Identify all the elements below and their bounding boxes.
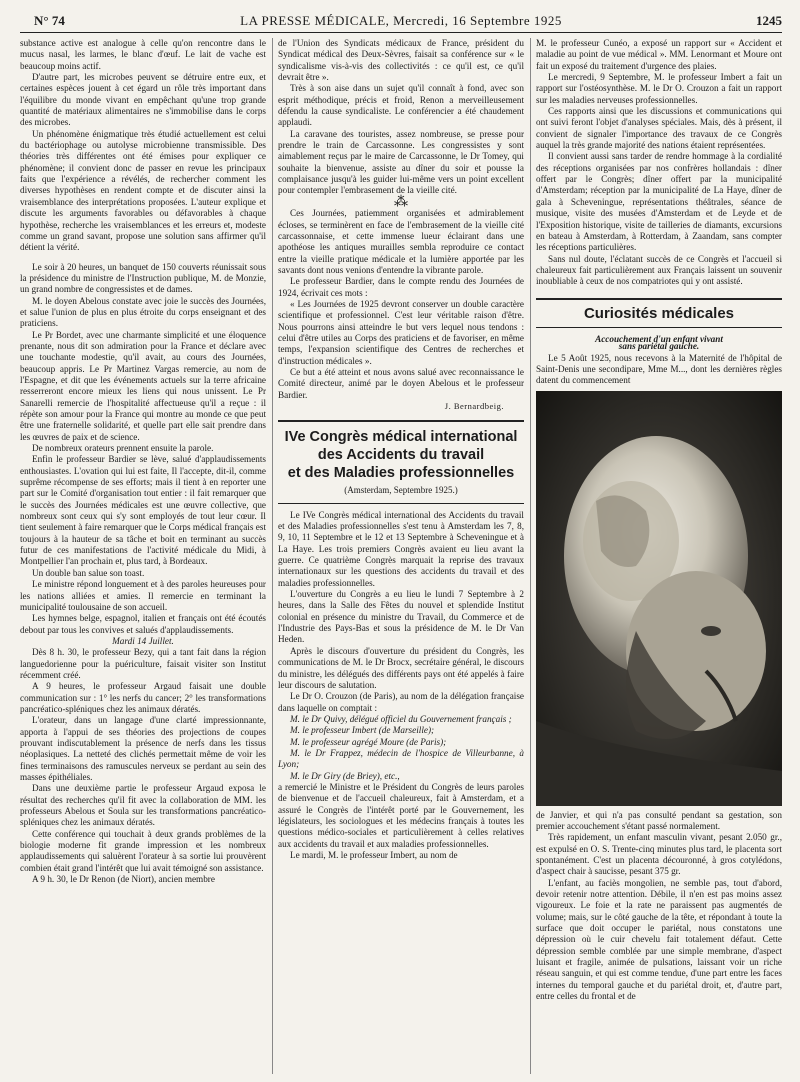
paragraph: Enfin le professeur Bardier se lève, salué d'applaudissements enthousiastes. L'ovation qui lui est faite, Il l'accepte, dit-il, comme suprême récompense de ses efforts; mais il tient à en reporter une part sur le Comité d'organisation tout entier : il fait remarquer que le succès des Journées médicales est une œuvre collective, que nombreux sont ceux qui s'y sont employés de tout leur cœur. Il tient seulement à faire remarquer que le Corps médical français est toujours à la hauteur de sa tâche et boit en terminant au succès futur de ces manifestations de l'activité médicale du Midi, à Montpellier l'an prochain et, plus tard, à Bordeaux. [20, 454, 266, 567]
paragraph: Un double ban salue son toast. [32, 567, 145, 578]
paragraph: A 9 h. 30, le Dr Renon (de Niort), ancien membre [32, 874, 215, 885]
article-subtitle: sans pariétal gauche. [618, 341, 700, 352]
paragraph: La caravane des touristes, assez nombreuse, se presse pour prendre le train de Carcassonne. Les congressistes y sont aimablement reçus par le maire de Carcassonne, le Dr Tomey, qui souhaite la bienvenue, assiste au dîner du soir et pousse la complaisance jusqu'à les guider lui-même vers un point excellent pour contempler l'embrasement de la vieille cité. [278, 128, 524, 196]
section-separator: ⁂ [394, 194, 408, 210]
delegate-line: M. le Dr Frappez, médecin de l'hospice de Villeurbanne, à Lyon; [278, 747, 524, 770]
paragraph: L'ouverture du Congrès a eu lieu le lundi 7 Septembre à 2 heures, dans la Salle des Fêtes du nouvel et splendide Institut colonial en présence du ministre du Travail, du Commerce et de l'Industrie des Pays-Bas et sous la présidence de M. le Dr Van Heden. [278, 589, 524, 645]
author-signature: J. Bernardbeig. [444, 401, 504, 411]
paragraph: a remercié le Ministre et le Président du Congrès de leurs paroles de bienvenue et de l'accueil chaleureux, fait à Amsterdam, et a assuré le Congrès de l'intérêt porté par le Gouvernement, les législateurs, les sociologues et les médecins français à toutes les questions médico-sociales et particulièrement à celles relatives aux accidents du travail et aux maladies professionnelles. [278, 781, 524, 849]
delegate-line: M. le professeur agrégé Moure (de Paris); [290, 736, 447, 747]
paragraph: Ce but a été atteint et nous avons salué avec reconnaissance le Comité directeur, animé par le doyen Abelous et le professeur Bardier. [278, 366, 524, 400]
paragraph: Le professeur Bardier, dans le compte rendu des Journées de 1924, écrivait ces mots : [278, 276, 524, 298]
delegate-line: M. le professeur Imbert (de Marseille); [290, 725, 435, 736]
paragraph: Le IVe Congrès médical international des Accidents du travail et des Maladies professionnelles s'est tenu à Amsterdam les 7, 8, 9, 10, 11 Septembre et le 12 et 13 Septembre à Scheveningue et à La Haye. Les trois premiers Congrès avaient eu lieu avant la guerre. Ce quatrième Congrès marquait la reprise des travaux internationaux sur les questions des accidents du travail et des maladies professionnelles. [278, 509, 524, 588]
paragraph: M. le doyen Abelous constate avec joie le succès des Journées, et salue l'union de plus en plus étroite du corps enseignant et des praticiens. [20, 295, 266, 329]
section-heading-box [536, 298, 782, 328]
paragraph: Cette conférence qui touchait à deux grands problèmes de la biologie moderne fit grande impression et les nombreux applaudissements qui saluèrent l'orateur à sa sortie lui prouvèrent combien était grand l'intérêt que lui avait témoigné son assistance. [20, 828, 266, 873]
paragraph: Sans nul doute, l'éclatant succès de ce Congrès et l'accueil si chaleureux fait particulièrement aux Français laissent un souvenir inoubliable à ceux de nos compatriotes qui y ont assisté. [536, 253, 782, 287]
article-subtitle: (Amsterdam, Septembre 1925.) [344, 485, 458, 496]
paragraph: Le ministre répond longuement et à des paroles heureuses pour les nations alliées et amies. Il remercie en terminant la municipalité toulousaine de son accueil. [20, 579, 266, 612]
paragraph: Les hymnes belge, espagnol, italien et français ont été écoutés debout par tous les convives et salués d'applaudissements. [20, 613, 266, 635]
column-3 [536, 38, 782, 1074]
delegate-line: M. le Dr Giry (de Briey), etc., [290, 770, 400, 781]
paragraph: De nombreux orateurs prennent ensuite la parole. [32, 443, 214, 454]
paragraph: Le soir à 20 heures, un banquet de 150 couverts réunissait sous la présidence du ministre de l'Instruction publique, M. de Monzie, un grand nombre de congressistes et de dames. [20, 261, 266, 295]
masthead-title-date: LA PRESSE MÉDICALE, Mercredi, 16 Septembre 1925 [240, 13, 562, 28]
issue-number: N° 74 [34, 13, 65, 28]
article-title-line: IVe Congrès médical international [284, 429, 518, 446]
paragraph: Le Dr O. Crouzon (de Paris), au nom de la délégation française dans laquelle on comptait : [278, 691, 524, 713]
paragraph: de l'Union des Syndicats médicaux de France, président du Syndicat médical des Deux-Sèvres, faisait sa conférence sur « le syndicalisme vis-à-vis des collectivités : ce qu'il est, ce qu'il devrait être ». [278, 38, 524, 83]
article-title-line: des Accidents du travail [317, 447, 485, 464]
paragraph: Après le discours d'ouverture du président du Congrès, les communications de M. le Dr Brocx, secrétaire général, le discours du ministre, les délégués des différents pays ont été appelés à faire leur discours de salutation. [278, 645, 524, 690]
date-heading: Mardi 14 Juillet. [112, 635, 174, 646]
page-header [20, 10, 782, 33]
paragraph: Ces rapports ainsi que les discussions et communications qui ont suivi feront l'objet d'analyses spéciales. Mais, dès à présent, il convient de signaler l'importance des travaux de ce Congrès auquel la très grande majorité des nations étaient représentées. [536, 106, 782, 151]
paragraph: Dans une deuxième partie le professeur Argaud exposa le résultat des recherches qu'il fit avec la collaboration de MM. les professeurs Abelous et Soula sur les transformations pancréatico-spléniques chez les animaux dératés. [20, 783, 266, 828]
paragraph: L'orateur, dans un langage d'une clarté impressionnante, apporta à l'appui de ses théories des projections de coupes prouvant indiscutablement la présence de nerfs dans les tissus néoplasiques. La netteté des clichés permettait même de voir les fines terminaisons des ramuscules nerveux se perdant au sein des masses épithéliales. [20, 715, 266, 782]
quote-paragraph: « Les Journées de 1925 devront conserver un double caractère scientifique et professionnel. C'est leur véritable raison d'être. Nous pourrons ainsi atteindre le but vers lequel nous tendons : celui d'être utiles au Corps des praticiens et de favoriser, en même temps, l'expansion scientifique des Centres de recherches et d'instruction médicales ». [278, 298, 524, 366]
paragraph: D'autre part, les microbes peuvent se détruire entre eux, et certaines espèces jouent à cet égard un rôle très important dans l'équilibre du monde vivant en empêchant qu'une trop grande quantité de matériaux alimentaires ne s'immobilise dans le corps des microbes. [20, 72, 266, 128]
paragraph: substance active est analogue à celle qu'on rencontre dans le mucus nasal, les larmes, le blanc d'œuf. Le lait de vache est beaucoup moins actif. [20, 38, 266, 71]
paragraph: Très à son aise dans un sujet qu'il connaît à fond, avec son esprit méthodique, précis et froid, Renon a merveilleusement défendu la cause syndicaliste. Le conférencier a été chaudement applaudi. [278, 83, 524, 128]
paragraph: Le mercredi, 9 Septembre, M. le professeur Imbert a fait un rapport sur l'ostéosynthèse. M. le Dr O. Crouzon a fait un rapport sur les maladies nerveuses professionnelles. [536, 72, 782, 105]
infant-photograph [536, 391, 782, 806]
infant-head-illustration [536, 391, 782, 806]
paragraph: Il convient aussi sans tarder de rendre hommage à la cordialité des réceptions organisées par nos confrères hollandais : dîner offert par le Congrès; dîner offert par la municipalité d'Amsterdam; réception par la municipalité de La Haye, dîner de gala à Scheveningue, représentations théâtrales, séance de musique, visite des musées d'Amsterdam et de Leyde et de l'Exposition historique, visite de tailleries de diamants, excursions en bateau à Amsterdam, à Rotterdam, à Zaandam, sans compter les réceptions particulières. [536, 151, 782, 253]
paragraph: Ces Journées, patiemment organisées et admirablement écloses, se terminèrent en face de l'embrasement de la vieille cité carcassonnaise, et cette immense lueur éclairant dans une apothéose les antiques murailles sembla reproduire ce contact entre la vieille pratique médicale et la lumière apportée par les savants dont nous venions d'entendre la vibrante parole. [278, 208, 524, 275]
paragraph: Un phénomène énigmatique très étudié actuellement est celui du bactériophage ou autolyse microbienne transmissible. Des théories très différentes ont été émises pour expliquer ce phénomène; il convient donc de passer en revue les principaux faits que l'expérience a révélés, de rechercher comment les diverses hypothèses en rendent compte et de discuter ainsi la vraisemblance des interprétations proposées. L'auteur explique et discute les arguments favorables ou défavorables à chaque hypothèse, recherche les vraisemblances et les erreurs et, modeste comme un grand savant, propose une solution sans affirmer qu'il détient la vérité. [20, 128, 266, 253]
paragraph: A 9 heures, le professeur Argaud faisait une double communication sur : 1° les nerfs du cancer; 2° les transformations pancréatico-spléniques chez les animaux dératés. [20, 681, 266, 714]
paragraph: Le Pr Bordet, avec une charmante simplicité et une éloquence prenante, nous dit son admiration pour la France et déclare avec une touchante modestie, qu'il avait, au cours des Journées, beaucoup appris. Le Pr Martinez Vargas remercie, au nom de l'Espagne, et dit que les événements actuels sur la terre africaine resserreront encore mieux les liens qui nous unissent. Le Pr Sanarelli remercie de l'hospitalité affectueuse qu'il a reçue : il répète son amour pour la France qui montre au monde ce que peut être une fraternelle solidarité, et quelle part elle sait prendre dans les œuvres de paix et de science. [20, 329, 266, 442]
column-1 [20, 38, 266, 1074]
paragraph: M. le professeur Cunéo, a exposé un rapport sur « Accident et maladie au point de vue médical ». MM. Lenormant et Moure ont fait un exposé du traitement d'urgence des plaies. [536, 38, 782, 71]
paragraph: de Janvier, et qui n'a pas consulté pendant sa gestation, son premier accouchement s'étant passé normalement. [536, 809, 782, 831]
paragraph: Le mardi, M. le professeur Imbert, au nom de [290, 850, 458, 860]
delegate-line: M. le Dr Quivy, délégué officiel du Gouvernement français ; [290, 713, 512, 724]
article-title-line: et des Maladies professionnelles [287, 465, 515, 482]
newspaper-page [20, 10, 782, 1076]
article-heading-box [278, 420, 524, 503]
paragraph: Le 5 Août 1925, nous recevons à la Maternité de l'hôpital de Saint-Denis une secondipare, Mme M..., dont les dernières règles datent du commencement [536, 352, 782, 386]
section-title: Curiosités médicales [583, 304, 735, 322]
paragraph: L'enfant, au faciès mongolien, ne semble pas, tout d'abord, devoir retenir notre attention. Débile, il n'en est pas moins assez vigoureux. Le foie et la rate ne paraissent pas augmentés de volume; mais, sur le côté gauche de la tête, et répondant à toute la surface que doit occuper le pariétal, nous constatons une dépression où le cuir chevelu fait totalement défaut. Cette dépression semble comblée par une simple membrane, d'aspect luisant et fragile, animée de pulsations, laissant voir un riche réseau sanguin, et qui est comme tendue, d'une part entre les faces internes du temporal gauche et du pariétal droit, et, d'autre part, entre celles du frontal et de [536, 877, 782, 1002]
article-subtitle: Accouchement d'un enfant vivant [595, 333, 723, 344]
page-number: 1245 [756, 13, 782, 28]
paragraph: Très rapidement, un enfant masculin vivant, pesant 2.050 gr., est expulsé en O. S. Trente-cinq minutes plus tard, le placenta sort spontanément. C'est un placenta découronné, à gros cotylédons, d'aspect chair à saucisse, pesant 375 gr. [536, 832, 782, 877]
column-2 [278, 38, 524, 1074]
paragraph: Dès 8 h. 30, le professeur Bezy, qui a tant fait dans la région languedorienne pour la puériculture, faisait visiter son Institut récemment créé. [20, 647, 266, 680]
